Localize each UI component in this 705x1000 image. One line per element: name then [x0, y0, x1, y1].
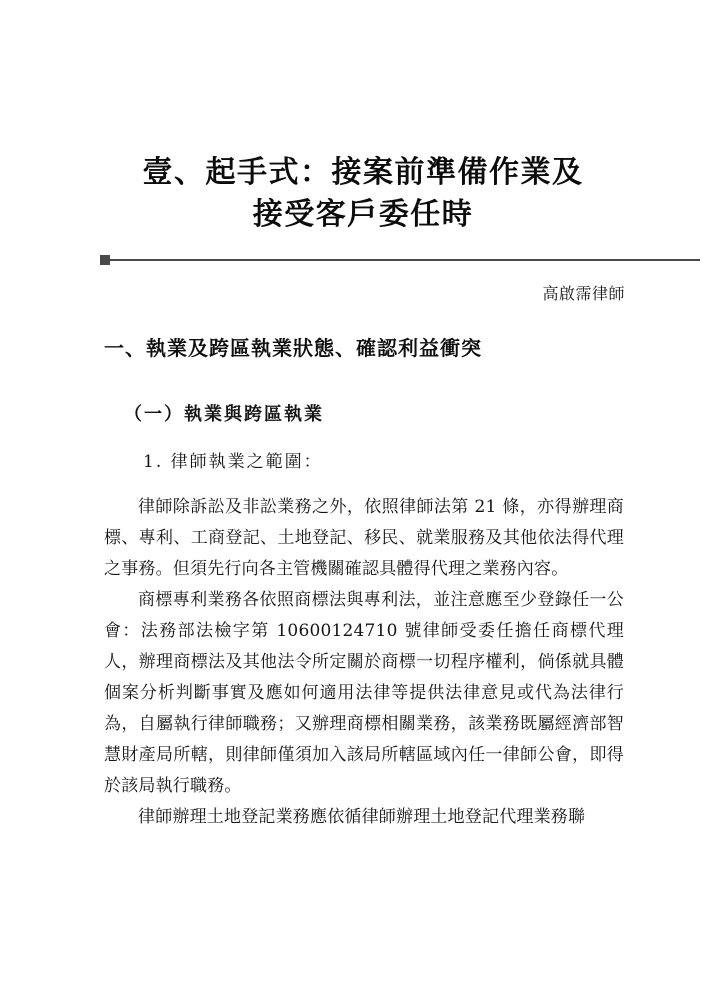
author-byline: 高啟霈律師: [542, 284, 625, 303]
paragraph: 律師除訴訟及非訟業務之外，依照律師法第 21 條，亦得辦理商標、專利、工商登記、土地登記、移民、就業服務及其他依法得代理之事務。但須先行向各主管機關確認具體得代理之業務內容。: [104, 497, 624, 579]
paragraph: 商標專利業務各依照商標法與專利法，並注意應至少登錄任一公會：法務部法檢字第 10600124710 號律師受委任擔任商標代理人，辦理商標法及其他法令所定關於商標一切程序權利，倘係就具體個案分析判斷事實及應如何適用法律等提供法律意見或代為法律行為，自屬執行律師職務；又辦理商標相關業務，該業務既屬經濟部智慧財產局所轄，則律師僅須加入該局所轄區域內任一律師公會，即得於該局執行職務。: [104, 590, 624, 796]
title-line-1: 壹、起手式：接案前準備作業及: [142, 155, 584, 190]
body-text: [104, 492, 624, 833]
subsection-heading: （一）執業與跨區執業: [124, 404, 324, 425]
section-heading: 一、執業及跨區執業狀態、確認利益衝突: [104, 336, 482, 360]
paragraph: 律師辦理土地登記業務應依循律師辦理土地登記代理業務聯: [138, 807, 586, 827]
title-line-2: 接受客戶委任時: [252, 197, 474, 232]
title-divider: [100, 255, 700, 265]
divider-rule: [108, 259, 700, 261]
document-title: [104, 152, 622, 236]
item-heading: 1. 律師執業之範圍：: [143, 452, 323, 472]
